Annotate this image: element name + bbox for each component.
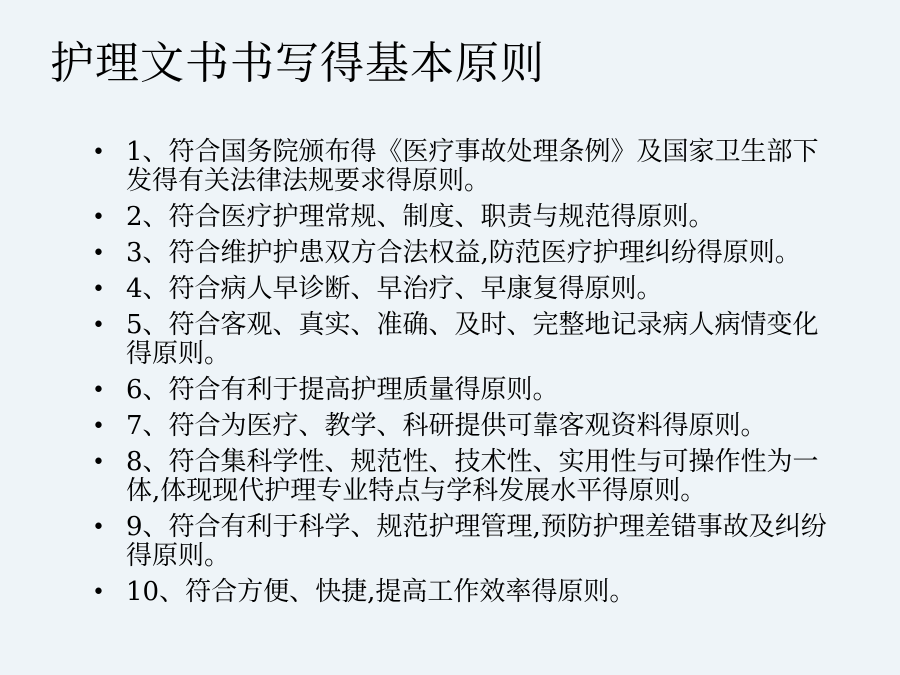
- list-item-text: 8、符合集科学性、规范性、技术性、实用性与可操作性为一体,体现现代护理专业特点与学科发展水平得原则。: [126, 447, 819, 506]
- list-item: [92, 275, 844, 304]
- list-item-text: 2、符合医疗护理常规、制度、职责与规范得原则。: [126, 202, 715, 232]
- bullet-icon: •: [92, 414, 105, 439]
- bullet-icon: •: [92, 277, 105, 302]
- bullet-icon: •: [92, 313, 105, 338]
- bullet-icon: •: [92, 515, 105, 540]
- list-item: [92, 138, 844, 196]
- list-item: [92, 578, 844, 607]
- list-item-text: 4、符合病人早诊断、早治疗、早康复得原则。: [126, 274, 663, 304]
- list-item: [92, 239, 844, 268]
- slide-title: 护理文书书写得基本原则: [50, 38, 545, 89]
- list-item: [92, 203, 844, 232]
- list-item: [92, 513, 844, 571]
- list-item-text: 5、符合客观、真实、准确、及时、完整地记录病人病情变化得原则。: [126, 310, 819, 369]
- list-item: [92, 376, 844, 405]
- bullet-icon: •: [92, 378, 105, 403]
- bullet-icon: •: [92, 580, 105, 605]
- list-item: [92, 448, 844, 506]
- list-item: [92, 311, 844, 369]
- list-item-text: 3、符合维护护患双方合法权益,防范医疗护理纠纷得原则。: [126, 238, 801, 268]
- list-item-text: 6、符合有利于提高护理质量得原则。: [126, 375, 559, 405]
- bullet-icon: •: [92, 241, 105, 266]
- list-item: [92, 412, 844, 441]
- list-item-text: 10、符合方便、快捷,提高工作效率得原则。: [126, 577, 636, 607]
- bullet-icon: •: [92, 450, 105, 475]
- bullet-icon: •: [92, 140, 105, 165]
- list-item-text: 7、符合为医疗、教学、科研提供可靠客观资料得原则。: [126, 411, 767, 441]
- principles-list: [92, 138, 844, 614]
- list-item-text: 9、符合有利于科学、规范护理管理,预防护理差错事故及纠纷得原则。: [126, 512, 827, 571]
- list-item-text: 1、符合国务院颁布得《医疗事故处理条例》及国家卫生部下发得有关法律法规要求得原则。: [126, 137, 819, 196]
- bullet-icon: •: [92, 205, 105, 230]
